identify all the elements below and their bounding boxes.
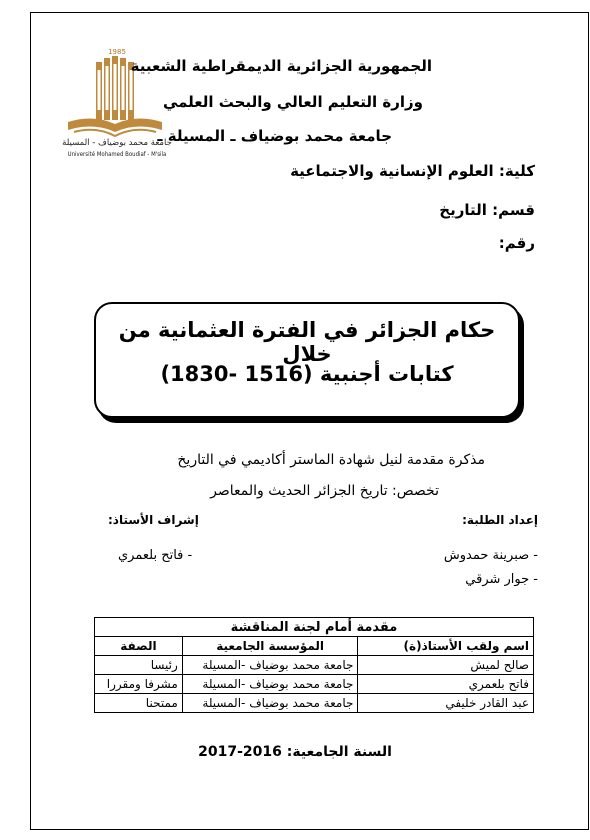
student-name: - صبرينة حمدوش [443,548,538,563]
ministry-heading: وزارة التعليم العالي والبحث العلمي [162,93,423,111]
thesis-title-box [94,302,520,418]
university-heading: جامعة محمد بوضياف ـ المسيلة ـ [157,127,392,145]
table-row [95,694,534,713]
department-label: قسم: [492,201,535,219]
specialty: تخصص: تاريخ الجزائر الحديث والمعاصر [210,483,439,499]
jury-member-institution: جامعة محمد بوضياف -المسيلة [182,675,358,694]
jury-member-institution: جامعة محمد بوضياف -المسيلة [182,694,358,713]
faculty-value: العلوم الإنسانية والاجتماعية [290,162,494,180]
department-value: التاريخ [439,201,487,219]
jury-member-name: عبد القادر خليفي [358,694,534,713]
students-label: إعداد الطلبة: [462,513,538,527]
jury-header-row [95,637,534,656]
jury-member-role: ممتحنا [95,694,183,713]
thesis-title-line1: حكام الجزائر في الفترة العثمانية من خلال [118,318,496,366]
jury-caption-row [95,618,534,637]
faculty-line [290,162,535,180]
number-label: رقم: [498,234,535,252]
logo-french-name: Université Mohamed Boudiaf - M'sila [67,151,167,158]
jury-header-name: اسم ولقب الأستاذ(ة) [358,637,534,656]
jury-header-role: الصفة [95,637,183,656]
supervisor-name: - فاتح بلعمري [118,548,193,563]
thesis-subtitle: مذكرة مقدمة لنيل شهادة الماستر أكاديمي في التاريخ [177,452,485,468]
table-row [95,656,534,675]
faculty-label: كلية: [498,162,535,180]
jury-member-institution: جامعة محمد بوضياف -المسيلة [182,656,358,675]
jury-member-name: صالح لميش [358,656,534,675]
thesis-title-line2: كتابات أجنبية (1516 -1830) [160,362,454,386]
jury-header-institution: المؤسسة الجامعية [182,637,358,656]
republic-heading: الجمهورية الجزائرية الديمقراطية الشعبية [130,57,432,75]
jury-member-name: فاتح بلعمري [358,675,534,694]
table-row [95,675,534,694]
jury-table [94,617,534,713]
academic-year: السنة الجامعية: 2016-2017 [198,744,392,760]
department-line [439,201,535,219]
jury-member-role: مشرفا ومقررا [95,675,183,694]
jury-member-role: رئيسا [95,656,183,675]
student-name: - جوار شرقي [465,572,538,587]
logo-year: 1985 [108,48,126,56]
jury-caption: مقدمة أمام لجنة المناقشة [95,618,534,637]
supervisor-label: إشراف الأستاذ: [108,513,199,527]
logo-arabic-name: جامعة محمد بوضياف - المسيلة [62,138,172,148]
